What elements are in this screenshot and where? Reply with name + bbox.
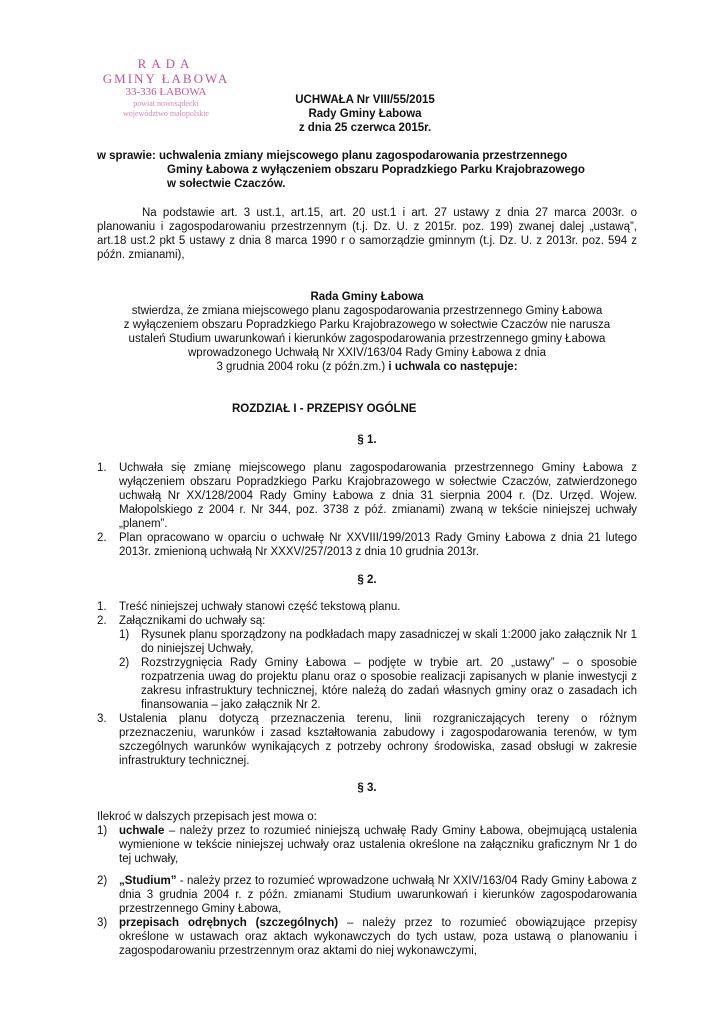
list-item [97, 712, 637, 768]
item-number: 1) [97, 825, 108, 837]
council-statement [97, 290, 637, 374]
statement-date: 3 grudnia 2004 roku (z późn.zm.) [216, 361, 386, 373]
stamp-line: GMINY ŁABOWA [102, 71, 230, 86]
legal-basis: Na podstawie art. 3 ust.1, art.15, art. 20 ust.1 i art. 27 ustawy z dnia 27 marca 2003r. o planowaniu i zagospodarowaniu przestrzennym (t.j. Dz. U. z 2015r. poz. 199) zwanej dalej „ustawą”, art.18 ust.2 pkt 5 ustawy z dnia 8 marca 1990 r o samorządzie gminnym (t.j. Dz. U. z 2013r. poz. 594 z późn. zmianami), [97, 207, 637, 261]
chapter-title: ROZDZIAŁ I - PRZEPISY OGÓLNE [232, 403, 417, 415]
list-item [97, 531, 637, 559]
statement-line: ustaleń Studium uwarunkowań i kierunków zagospodarowania przestrzennego gminy Łabowa [128, 333, 606, 345]
resolution-subject [97, 149, 585, 191]
item-text: Plan opracowano w oparciu o uchwałę Nr XXVIII/199/2013 Rady Gminy Łabowa z dnia 21 lutego 2013r. zmienioną uchwałą Nr XXXV/257/2013 z dnia 10 grudnia 2013r. [119, 532, 637, 558]
definition-item [97, 874, 637, 916]
subject-line: Gminy Łabowa z wyłączeniem obszaru Popradzkiego Parku Krajobrazowego [167, 164, 585, 176]
item-number: 2. [97, 532, 107, 544]
list-item [97, 461, 637, 531]
sublist-item [119, 628, 637, 656]
section-title: § 2. [357, 574, 377, 586]
item-number: 2) [97, 875, 108, 887]
item-number: 1. [97, 462, 107, 474]
list-item [97, 600, 637, 614]
item-number: 2) [119, 657, 130, 669]
item-text: Rysunek planu sporządzony na podkładach mapy zasadniczej w skali 1:2000 jako załącznik Nr 1 do niniejszej Uchwały, [141, 629, 637, 655]
item-text: Załącznikami do uchwały są: [119, 615, 266, 627]
definition-term: uchwale [119, 825, 165, 837]
definition-item [97, 916, 637, 958]
definitions-intro: Ilekroć w dalszych przepisach jest mowa o: [97, 811, 317, 823]
stamp-line: powiat nowosądecki [133, 99, 199, 108]
sublist-item [119, 656, 637, 712]
statement-line [97, 360, 637, 374]
list-item [97, 614, 637, 628]
sublist [97, 628, 637, 712]
item-number: 3) [97, 917, 108, 929]
definition-term: przepisach odrębnych (szczególnych) [119, 917, 339, 929]
definition-text: – należy przez to rozumieć obowiązujące przepisy określone w ustawach oraz aktach wykonawczych do tych ustaw, poza ustawą o planowaniu i zagospodarowaniu przestrzennym oraz aktami do niej wykonawczymi, [119, 917, 638, 957]
stamp-line: RADA [137, 56, 195, 71]
council-stamp [86, 56, 246, 119]
section-3-list [97, 810, 637, 958]
item-number: 1) [119, 629, 130, 641]
item-number: 2. [97, 615, 107, 627]
item-text: Ustalenia planu dotyczą przeznaczenia terenu, linii rozgraniczających tereny o różnym przeznaczeniu, warunków i zasad kształtowania zabudowy i zagospodarowania terenów, w tym szczególnych warunków wynikających z potrzeby ochrony środowiska, zasad obsługi w zakresie infrastruktury technicznej. [119, 713, 637, 767]
definition-term: „Studium” [119, 875, 177, 887]
stamp-line: województwo małopolskie [123, 109, 209, 118]
definition-text: – należy przez to rozumieć niniejszą uchwałę Rady Gminy Łabowa, obejmującą ustalenia wymienione w tekście niniejszej uchwały oraz ustalenia określone na załączniku graficznym Nr 1 do tej uchwały, [119, 825, 637, 865]
council-name: Rady Gminy Łabowa [308, 108, 422, 120]
statement-line: stwierdza, że zmiana miejscowego planu zagospodarowania przestrzennego Gminy Łabowa [131, 305, 603, 317]
item-text: Rozstrzygnięcia Rady Gminy Łabowa – podjęte w trybie art. 20 „ustawy” – o sposobie rozpatrzenia uwag do projektu planu oraz o sposobie realizacji zapisanych w planie inwestycji z zakresu infrastruktury technicznej, które należą do zadań własnych gminy oraz o zasadach ich finansowania – jako załącznik Nr 2. [141, 657, 637, 711]
statement-line: z wyłączeniem obszaru Popradzkiego Parku Krajobrazowego w sołectwie Czaczów nie narusza [123, 319, 611, 331]
item-number: 3. [97, 713, 107, 725]
item-text: Uchwała się zmianę miejscowego planu zagospodarowania przestrzennego Gminy Łabowa z wyłączeniem obszaru Popradzkiego Parku Krajobrazowego w sołectwie Czaczów, zatwierdzonego uchwałą Nr XX/128/2004 Rady Gminy Łabowa z dnia 31 sierpnia 2004 r. (Dz. Urzęd. Wojew. Małopolskiego z 2004 r. Nr 344, poz. 3738 z póź. zmianami) zwaną w tekście niniejszej uchwały „planem”. [119, 462, 637, 530]
subject-line: w sprawie: uchwalenia zmiany miejscowego planu zagospodarowania przestrzennego [97, 150, 568, 162]
stamp-line: 33-336 ŁABOWA [125, 86, 207, 98]
resolution-header [250, 93, 480, 135]
section-2-list [97, 600, 637, 768]
resolution-number: UCHWAŁA Nr VIII/55/2015 [295, 94, 435, 106]
section-1-list [97, 461, 637, 559]
section-title: § 3. [357, 782, 377, 794]
statement-title: Rada Gminy Łabowa [310, 291, 424, 303]
subject-line: w sołectwie Czaczów. [167, 178, 286, 190]
definition-text: - należy przez to rozumieć wprowadzone uchwałą Nr XXIV/163/04 Rady Gminy Łabowa z dnia 3 grudnia 2004 r. z późn. zmianami Studium uwarunkowań i kierunków zagospodarowania przestrzennego Gminy Łabowa, [119, 875, 637, 915]
section-title: § 1. [357, 434, 377, 446]
resolution-date: z dnia 25 czerwca 2015r. [298, 122, 432, 134]
statement-resolves: i uchwala co następuje: [385, 361, 518, 373]
item-number: 1. [97, 601, 107, 613]
statement-line: wprowadzonego Uchwałą Nr XXIV/163/04 Rady Gminy Łabowa z dnia [188, 347, 546, 359]
item-text: Treść niniejszej uchwały stanowi część tekstową planu. [119, 601, 401, 613]
definition-item [97, 824, 637, 866]
